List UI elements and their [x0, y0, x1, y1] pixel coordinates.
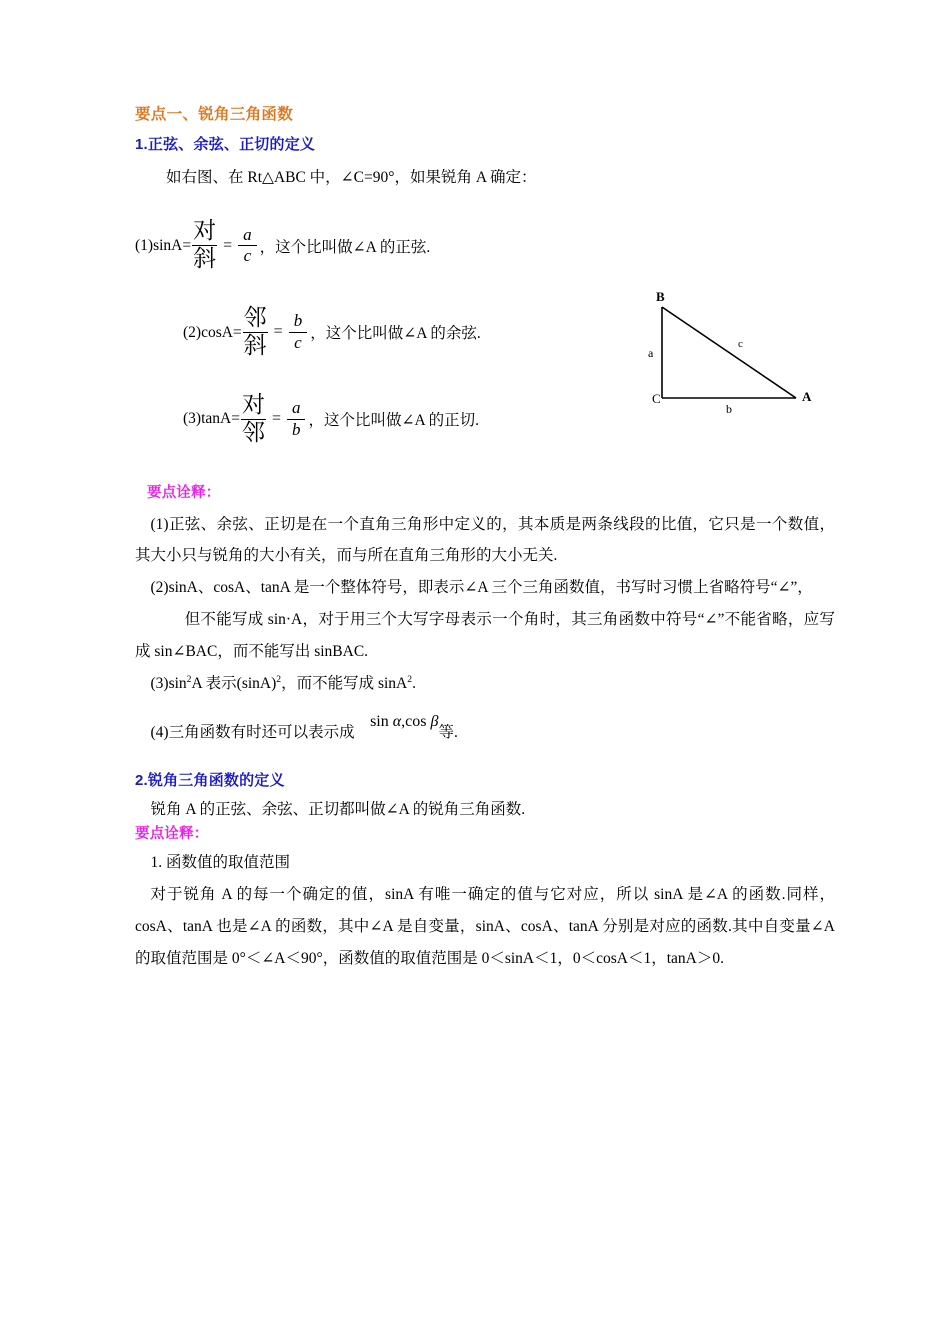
formula-cos-tail: ，这个比叫做∠A 的余弦. — [310, 325, 481, 343]
range-heading: 1. 函数值的取值范围 — [150, 854, 291, 872]
formula-tan-cn-numerator: 对 — [241, 391, 265, 417]
formula-tan-cn-denominator: 邻 — [241, 419, 265, 445]
formula-cos-denominator: c — [294, 332, 302, 352]
note-paragraph-3: 但不能写成 sin·A，对于用三个大写字母表示一个角时，其三角函数中符号“∠”不能省略，应写成 sin∠BAC，而不能写出 sinBAC. — [135, 611, 835, 660]
figure-label-C: C — [652, 391, 661, 406]
formula-tan-label: (3)tanA= — [183, 410, 240, 428]
formula-sin-denominator: c — [243, 246, 252, 266]
note-power-exp-2: 2 — [276, 673, 282, 685]
note-paragraph-four — [135, 713, 835, 750]
formula-sin-label: (1)sinA= — [135, 236, 192, 254]
formula-sin-letter-fraction — [238, 226, 257, 266]
section-heading: 要点一、锐角三角函数 — [135, 106, 294, 123]
formula-cos — [183, 306, 835, 359]
math-sin: sin — [370, 713, 389, 731]
note-paragraph-2: (2)sinA、cosA、tanA 是一个整体符号，即表示∠A 三个三角函数值，书写时习惯上省略符号“∠”， — [150, 579, 813, 597]
formula-tan-denominator: b — [291, 419, 301, 439]
formula-sin-tail: ，这个比叫做∠A 的正弦. — [259, 238, 431, 256]
figure-side-c: c — [738, 338, 743, 350]
math-cos: cos — [405, 713, 427, 731]
range-paragraph: 对于锐角 A 的每一个确定的值，sinA 有唯一确定的值与它对应，所以 sinA 是∠A 的函数.同样，cosA、tanA 也是∠A 的函数，其中∠A 是自变量，sinA、cosA、tanA 分别是对应的函数.其中自变量∠A 的取值范围是 0°＜∠A＜90°，函数值的取值范围是 0＜sinA＜1，0＜cosA＜1，tanA＞0. — [135, 886, 835, 967]
formula-sin-cn-denominator: 斜 — [193, 246, 217, 272]
document-content — [135, 106, 835, 974]
note-four-prefix: (4)三角函数有时还可以表示成 — [150, 724, 355, 742]
formula-tan-letter-fraction — [287, 399, 306, 439]
note-power-exp-1: 2 — [186, 673, 192, 685]
note-power-suffix: . — [412, 674, 416, 692]
note-power-mid-2: ，而不能写成 sinA — [281, 674, 408, 692]
note-paragraph-power — [135, 668, 835, 700]
note-power-prefix: (3)sin — [150, 674, 187, 692]
inline-math-sin-cos — [355, 706, 439, 739]
figure-label-A: A — [802, 389, 812, 404]
formula-cos-cn-denominator: 斜 — [243, 332, 267, 358]
note-four-suffix: 等. — [438, 724, 458, 742]
figure-side-a: a — [648, 346, 654, 360]
formula-cos-numerator: b — [293, 311, 303, 331]
formula-cos-chinese-fraction — [243, 306, 268, 359]
intro-paragraph: 如右图、在 Rt△ABC 中，∠C=90°，如果锐角 A 确定： — [166, 168, 537, 186]
formula-sin-cn-numerator: 对 — [193, 218, 217, 244]
formula-sin — [135, 219, 835, 272]
note-power-exp-3: 2 — [407, 673, 413, 685]
formula-sin-chinese-fraction — [192, 219, 217, 272]
formula-cos-letter-fraction — [289, 312, 308, 352]
formula-cos-label: (2)cosA= — [183, 323, 242, 341]
math-beta: β — [430, 713, 439, 731]
formula-tan-tail: ，这个比叫做∠A 的正切. — [308, 412, 480, 429]
formula-sin-numerator: a — [243, 224, 252, 244]
note-power-mid: A 表示(sinA) — [191, 674, 277, 692]
subsection-1-heading: 1.正弦、余弦、正切的定义 — [135, 135, 316, 153]
figure-side-b: b — [726, 402, 732, 415]
note-heading-2: 要点诠释： — [135, 825, 209, 842]
formula-tan-chinese-fraction — [241, 393, 266, 446]
formula-cos-cn-numerator: 邻 — [243, 305, 267, 331]
note-heading-1: 要点诠释： — [147, 485, 221, 502]
math-alpha: α — [392, 713, 402, 731]
math-comma: , — [401, 713, 406, 731]
subsection-2-heading: 2.锐角三角函数的定义 — [135, 772, 285, 790]
formula-cos-equals: = — [273, 323, 283, 341]
formula-tan-equals: = — [271, 410, 281, 427]
subsection-2-paragraph: 锐角 A 的正弦、余弦、正切都叫做∠A 的锐角三角函数. — [150, 801, 526, 819]
figure-label-B: B — [656, 289, 665, 304]
formula-sin-equals: = — [223, 236, 233, 254]
formula-tan — [183, 393, 835, 446]
formula-tan-numerator: a — [291, 398, 301, 418]
note-paragraph-1: (1)正弦、余弦、正切是在一个直角三角形中定义的，其本质是两条线段的比值，它只是一个数值，其大小只与锐角的大小有关，而与所在直角三角形的大小无关. — [135, 515, 835, 565]
